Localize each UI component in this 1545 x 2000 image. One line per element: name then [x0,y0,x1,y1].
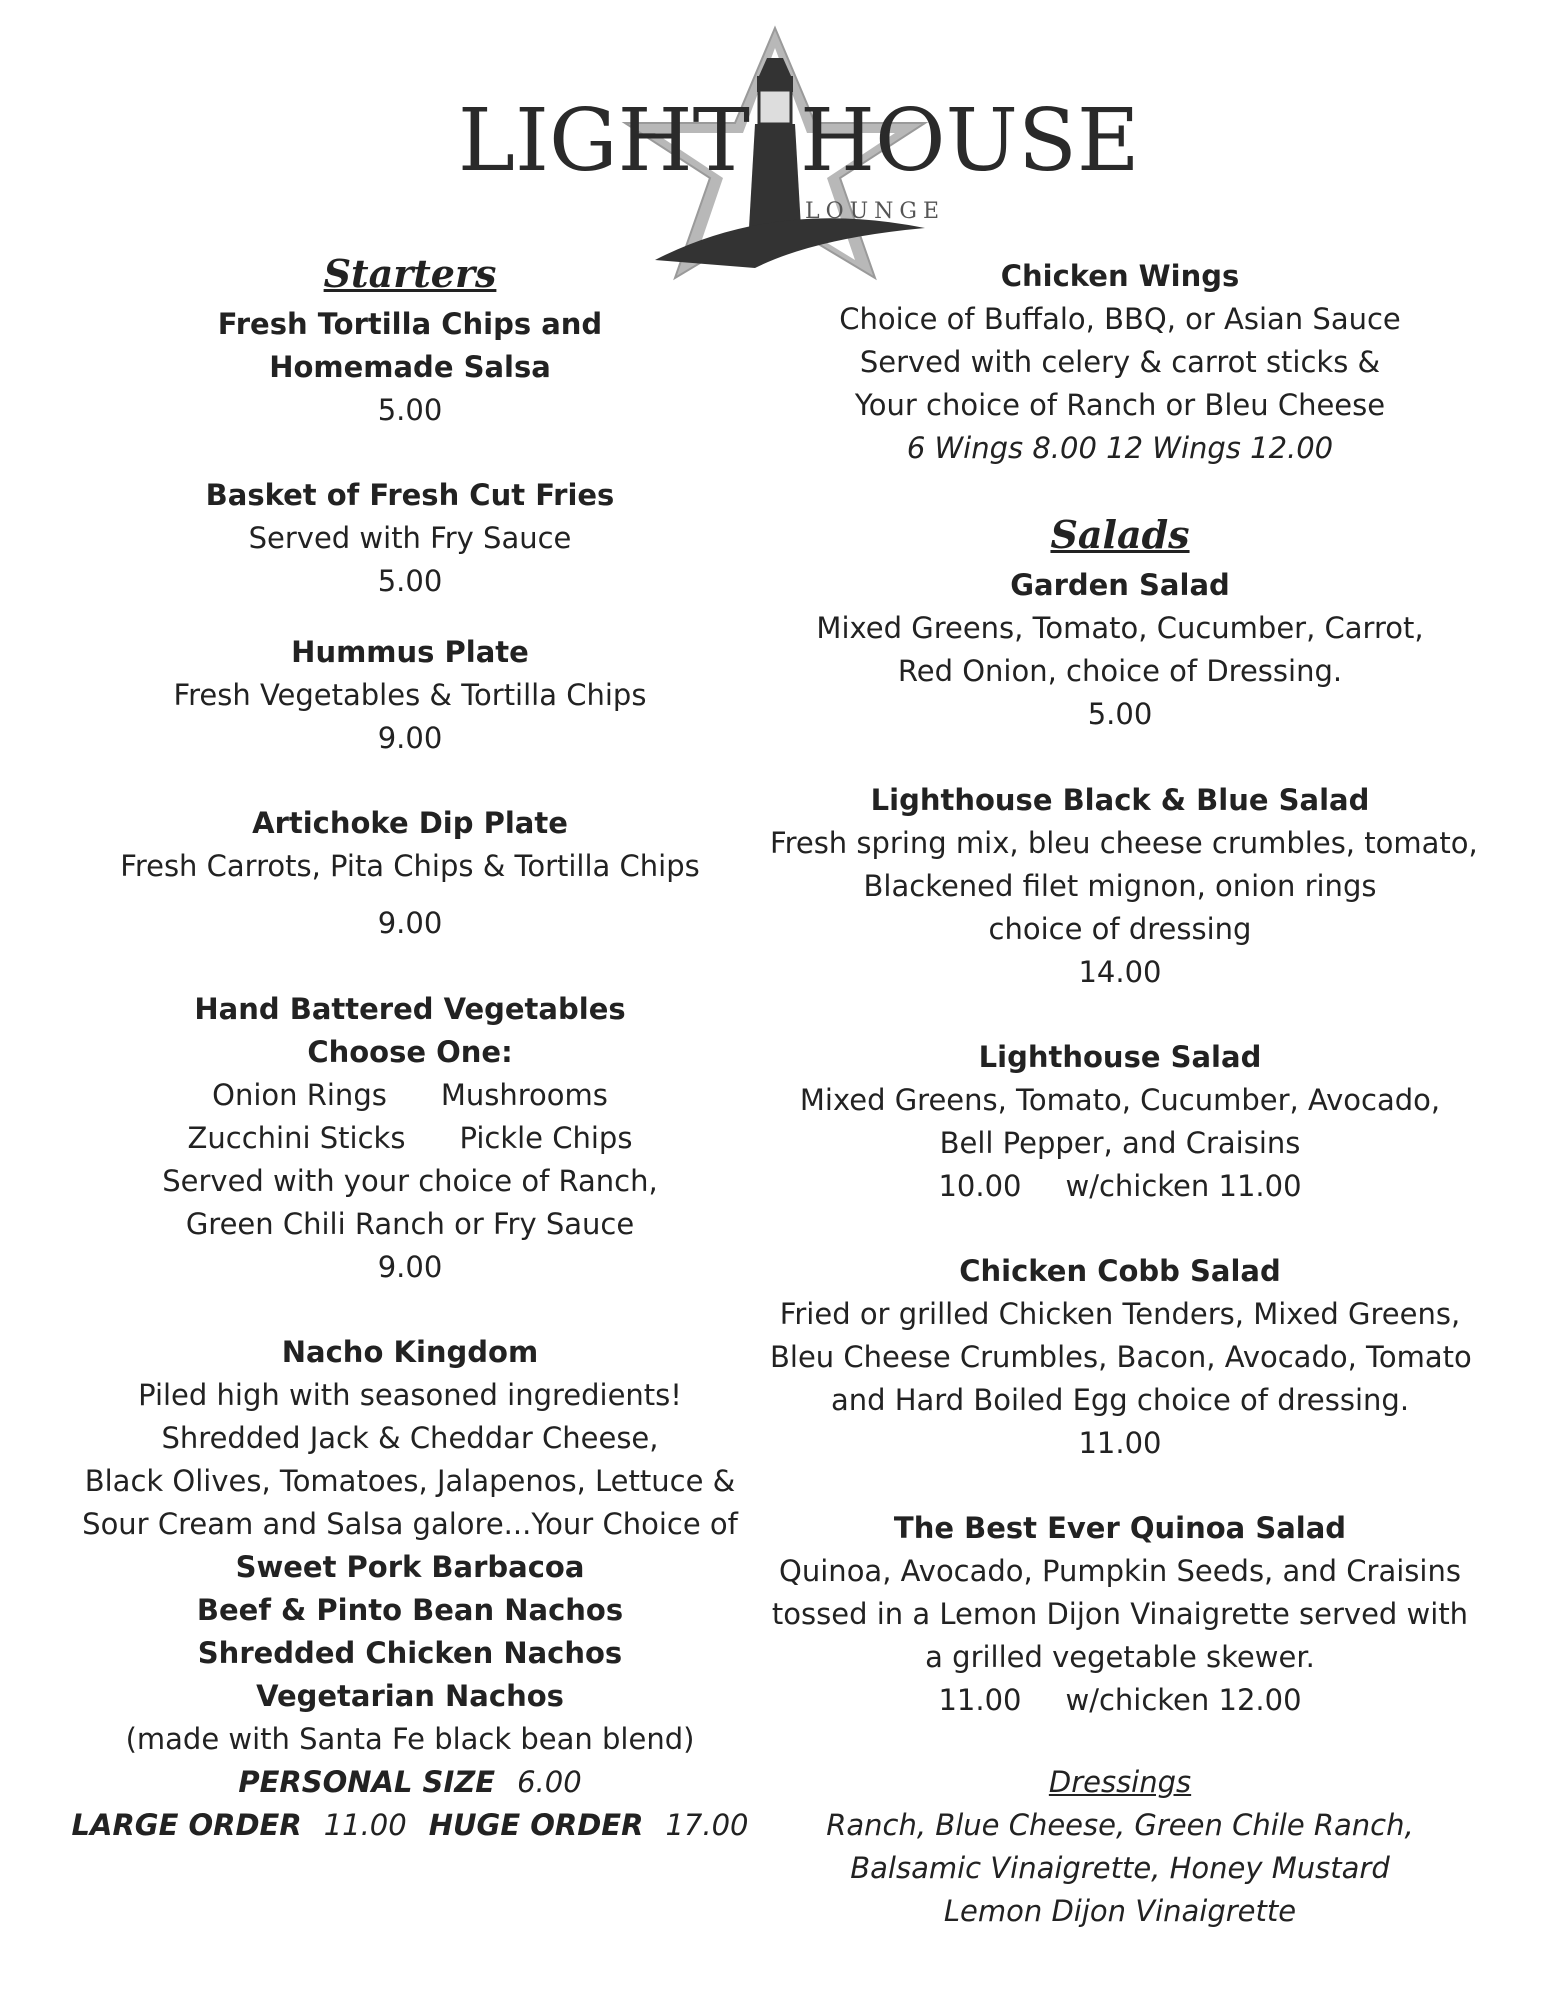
battered-desc-2: Green Chili Ranch or Fry Sauce [185,1207,635,1241]
black-blue-price: 14.00 [1078,955,1162,989]
large-order-label: LARGE ORDER [71,1808,302,1842]
garden-price: 5.00 [1087,697,1153,731]
cobb-desc-2: Bleu Cheese Crumbles, Bacon, Avocado, Tomato [770,1340,1472,1374]
garden-desc-1: Mixed Greens, Tomato, Cucumber, Carrot, [816,611,1424,645]
artichoke-desc: Fresh Carrots, Pita Chips & Tortilla Chips [120,849,700,883]
black-blue-desc-2: Blackened filet mignon, onion rings [863,869,1377,903]
nachos-choice-2: Beef & Pinto Bean Nachos [196,1593,624,1627]
artichoke-title: Artichoke Dip Plate [252,806,568,840]
salads-heading: Salads [1050,512,1190,557]
nachos-note: (made with Santa Fe black bean blend) [125,1722,695,1756]
cobb-desc-3: and Hard Boiled Egg choice of dressing. [830,1383,1410,1417]
wings-desc-1: Choice of Buffalo, BBQ, or Asian Sauce [839,302,1401,336]
option-mushrooms: Mushrooms [440,1078,608,1112]
cobb-title: Chicken Cobb Salad [959,1254,1281,1288]
black-blue-desc-1: Fresh spring mix, bleu cheese crumbles, tomato, [770,826,1478,860]
nachos-desc-4: Sour Cream and Salsa galore...Your Choice of [82,1507,738,1541]
quinoa-price: 11.00 [938,1683,1022,1717]
nachos-choice-1: Sweet Pork Barbacoa [235,1550,585,1584]
large-order-price: 11.00 [323,1808,407,1842]
cobb-price: 11.00 [1078,1426,1162,1460]
garden-title: Garden Salad [1010,568,1230,602]
black-blue-title: Lighthouse Black & Blue Salad [870,783,1370,817]
fries-desc: Served with Fry Sauce [248,521,572,555]
nachos-title: Nacho Kingdom [281,1335,539,1369]
artichoke-price: 9.00 [377,906,443,940]
quinoa-title: The Best Ever Quinoa Salad [893,1511,1347,1545]
hummus-price: 9.00 [377,721,443,755]
personal-size-label: PERSONAL SIZE [238,1765,496,1799]
wings-desc-2: Served with celery & carrot sticks & [859,345,1381,379]
option-pickle-chips: Pickle Chips [459,1121,633,1155]
logo-subtitle: LOUNGE [804,199,946,224]
personal-size-price: 6.00 [517,1765,582,1799]
lighthouse-salad-title: Lighthouse Salad [978,1040,1262,1074]
quinoa-desc-1: Quinoa, Avocado, Pumpkin Seeds, and Craisins [779,1554,1461,1588]
wings-title: Chicken Wings [1000,259,1240,293]
lighthouse-salad-price: 10.00 [938,1169,1022,1203]
huge-order-label: HUGE ORDER [428,1808,644,1842]
nachos-personal-line [60,1762,760,1802]
nachos-desc-1: Piled high with seasoned ingredients! [138,1378,682,1412]
battered-options-row-2 [60,1118,760,1158]
garden-desc-2: Red Onion, choice of Dressing. [897,654,1343,688]
battered-options-row-1 [60,1075,760,1115]
nachos-desc-2: Shredded Jack & Cheddar Cheese, [161,1421,659,1455]
hummus-desc: Fresh Vegetables & Tortilla Chips [173,678,647,712]
chips-price: 5.00 [377,393,443,427]
lighthouse-salad-desc-1: Mixed Greens, Tomato, Cucumber, Avocado, [799,1083,1441,1117]
quinoa-desc-2: tossed in a Lemon Dijon Vinaigrette served with [771,1597,1469,1631]
wings-desc-3: Your choice of Ranch or Bleu Cheese [854,388,1386,422]
nachos-choice-3: Shredded Chicken Nachos [197,1636,623,1670]
chips-title-2: Homemade Salsa [269,350,551,384]
battered-choose: Choose One: [307,1035,513,1069]
quinoa-chicken-price: w/chicken 12.00 [1065,1683,1302,1717]
dressings-line-1: Ranch, Blue Cheese, Green Chile Ranch, [826,1808,1414,1842]
logo-name-left: LIGHT [457,91,750,191]
starters-heading: Starters [323,251,497,296]
dressings-line-2: Balsamic Vinaigrette, Honey Mustard [850,1851,1390,1885]
quinoa-desc-3: a grilled vegetable skewer. [925,1640,1315,1674]
huge-order-price: 17.00 [665,1808,749,1842]
nachos-order-line [60,1805,760,1845]
lighthouse-salad-desc-2: Bell Pepper, and Craisins [939,1126,1301,1160]
nachos-choice-4: Vegetarian Nachos [256,1679,564,1713]
lighthouse-salad-chicken-price: w/chicken 11.00 [1065,1169,1302,1203]
option-onion-rings: Onion Rings [212,1078,387,1112]
dressings-line-3: Lemon Dijon Vinaigrette [943,1894,1297,1928]
black-blue-desc-3: choice of dressing [988,912,1252,946]
logo-name-right: HOUSE [800,91,1140,191]
chips-title-1: Fresh Tortilla Chips and [217,307,603,341]
fries-price: 5.00 [377,564,443,598]
quinoa-price-line [770,1680,1470,1720]
battered-desc-1: Served with your choice of Ranch, [162,1164,658,1198]
cobb-desc-1: Fried or grilled Chicken Tenders, Mixed Greens, [779,1297,1461,1331]
wings-price: 6 Wings 8.00 12 Wings 12.00 [906,431,1334,465]
battered-price: 9.00 [377,1250,443,1284]
fries-title: Basket of Fresh Cut Fries [205,478,615,512]
lighthouse-lounge-logo [455,28,1140,288]
hummus-title: Hummus Plate [291,635,529,669]
lighthouse-salad-price-line [770,1166,1470,1206]
option-zucchini-sticks: Zucchini Sticks [187,1121,406,1155]
nachos-desc-3: Black Olives, Tomatoes, Jalapenos, Lettuce & [84,1464,736,1498]
dressings-heading: Dressings [1048,1765,1192,1799]
battered-title: Hand Battered Vegetables [194,992,626,1026]
